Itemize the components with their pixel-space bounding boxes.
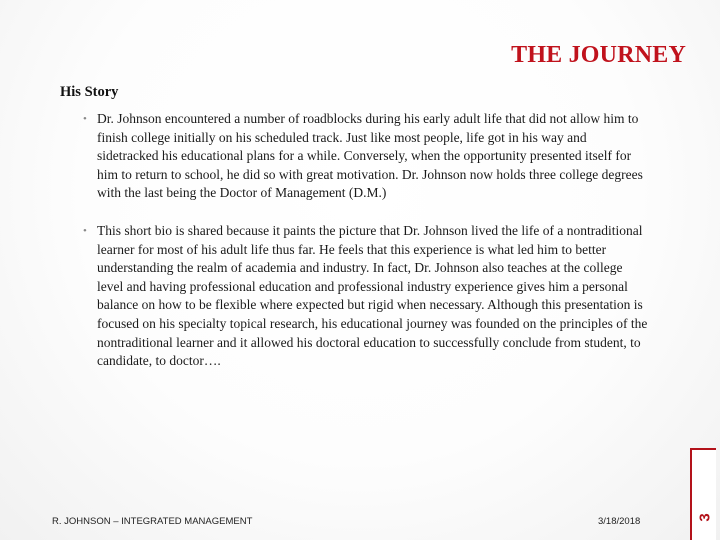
bullet-dot-icon: • [83, 224, 87, 237]
bullet-list [82, 110, 648, 371]
bullet-dot-icon: • [83, 113, 87, 125]
bullet-item [82, 110, 648, 203]
page-number-tab [690, 448, 716, 540]
page-number: 3 [696, 513, 714, 522]
bullet-item [82, 222, 648, 371]
footer-author: R. JOHNSON – INTEGRATED MANAGEMENT [52, 516, 253, 527]
slide-subtitle: His Story [60, 84, 119, 100]
bullet-text: This short bio is shared because it paints the picture that Dr. Johnson lived the life of a nontraditional learner for most of his adult life thus far. He feels that this experience is what led him to better understanding the realm of academia and industry. In fact, Dr. Johnson also teaches at the college level and having professional education and professional industry experience gives him a personal balance on how to be flexible where expected but rigid when necessary. Although this presentation is focused on his specialty topical research, his educational journey was founded on the principles of the nontraditional learner and it allowed his doctoral education to successfully conclude from student, to candidate, to doctor…. [97, 222, 648, 369]
footer-date: 3/18/2018 [598, 516, 641, 527]
slide-title: THE JOURNEY [511, 42, 686, 68]
bullet-text: Dr. Johnson encountered a number of roadblocks during his early adult life that did not allow him to finish college initially on his scheduled track. Just like most people, life got in his way and sidetracked his educational plans for a while. Conversely, when the opportunity presented itself for him to return to school, he did so with great motivation. Dr. Johnson now holds three college degrees with the last being the Doctor of Management (D.M.) [97, 111, 643, 201]
